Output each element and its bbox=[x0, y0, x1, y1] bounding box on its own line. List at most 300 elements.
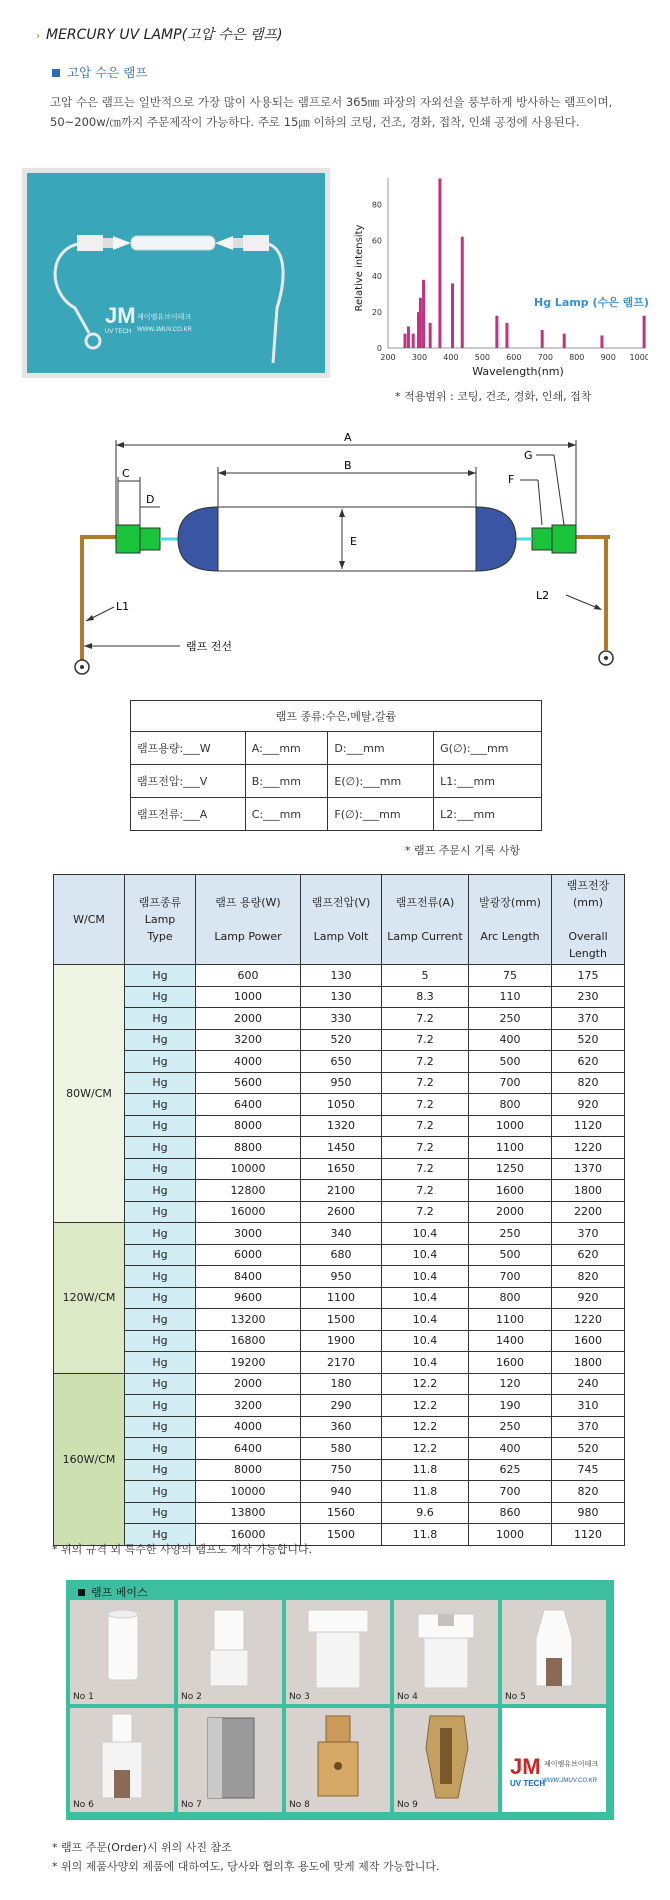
header-current-en: Lamp Current bbox=[387, 930, 463, 943]
table-cell: Hg bbox=[125, 1137, 196, 1159]
spectrum-bar bbox=[419, 298, 422, 348]
dim-label-g: G bbox=[524, 449, 533, 462]
order-cell: D:___mm bbox=[328, 732, 434, 765]
table-cell: 9.6 bbox=[382, 1502, 469, 1524]
photo-logo-big: JM bbox=[105, 303, 136, 328]
table-cell: 2200 bbox=[552, 1201, 625, 1223]
table-cell: Hg bbox=[125, 1502, 196, 1524]
spectrum-xtick: 600 bbox=[506, 353, 522, 362]
table-cell: Hg bbox=[125, 1008, 196, 1030]
table-cell: 920 bbox=[552, 1287, 625, 1309]
spectrum-ytick: 60 bbox=[371, 236, 382, 246]
table-cell: 7.2 bbox=[382, 1008, 469, 1030]
table-cell: 700 bbox=[469, 1266, 552, 1288]
table-cell: 340 bbox=[301, 1223, 382, 1245]
order-cell: 램프전류:___A bbox=[131, 798, 246, 831]
spectrum-ytick: 40 bbox=[371, 272, 382, 282]
table-cell: 370 bbox=[552, 1416, 625, 1438]
order-table-caption: 램프 종류:수은,메탈,갈륨 bbox=[131, 701, 542, 732]
table-cell: 13800 bbox=[196, 1502, 301, 1524]
order-cell: L1:___mm bbox=[434, 765, 542, 798]
table-cell: 11.8 bbox=[382, 1524, 469, 1546]
table-row bbox=[54, 1438, 625, 1460]
order-cell: C:___mm bbox=[245, 798, 328, 831]
table-cell: 620 bbox=[552, 1051, 625, 1073]
base-logo-big: JM bbox=[510, 1754, 541, 1779]
table-cell: 130 bbox=[301, 986, 382, 1008]
table-cell: 8400 bbox=[196, 1266, 301, 1288]
wcm-group-cell: 160W/CM bbox=[54, 1373, 125, 1545]
table-row bbox=[54, 1309, 625, 1331]
header-volt-kr: 램프전압(V) bbox=[311, 896, 371, 909]
spectrum-ylabel: Relative intensity bbox=[354, 224, 365, 312]
lamp-illustration bbox=[27, 173, 325, 373]
title-arrow-icon: › bbox=[36, 31, 40, 42]
spectrum-bar bbox=[438, 178, 441, 348]
spectrum-bar bbox=[643, 316, 646, 348]
table-cell: 6400 bbox=[196, 1438, 301, 1460]
base-photo-6 bbox=[70, 1708, 174, 1812]
table-cell: 5 bbox=[382, 965, 469, 987]
base-label: No 7 bbox=[181, 1800, 202, 1810]
footer-notes bbox=[52, 1838, 440, 1876]
table-row bbox=[54, 1094, 625, 1116]
table-cell: 190 bbox=[469, 1395, 552, 1417]
dim-label-f: F bbox=[508, 473, 515, 486]
table-cell: 12.2 bbox=[382, 1438, 469, 1460]
table-cell: 1900 bbox=[301, 1330, 382, 1352]
table-cell: 1600 bbox=[469, 1180, 552, 1202]
intro-paragraph: 고압 수은 램프는 일반적으로 가장 많이 사용되는 램프로서 365㎚ 파장의 자외선을 풍부하게 방사하는 램프이며, 50~200w/㎝까지 주문제작이 가능하다. 주로 15㎛ 이하의 코팅, 건조, 경화, 접착, 인쇄 공정에 사용된다. bbox=[50, 95, 613, 129]
table-cell: 500 bbox=[469, 1051, 552, 1073]
spectrum-svg bbox=[348, 168, 648, 378]
table-cell: 625 bbox=[469, 1459, 552, 1481]
spectrum-note: * 적용범위 : 코팅, 건조, 경화, 인쇄, 접착 bbox=[395, 390, 592, 403]
header-overall bbox=[552, 875, 625, 965]
header-power bbox=[196, 875, 301, 965]
table-row bbox=[54, 1266, 625, 1288]
base-label: No 6 bbox=[73, 1800, 94, 1810]
table-row bbox=[54, 1115, 625, 1137]
header-type-kr: 램프종류 bbox=[138, 896, 182, 909]
dim-label-b: B bbox=[344, 459, 352, 472]
table-cell: Hg bbox=[125, 1524, 196, 1546]
table-row bbox=[54, 965, 625, 987]
table-cell: 10.4 bbox=[382, 1244, 469, 1266]
wcm-group-cell: 120W/CM bbox=[54, 1223, 125, 1374]
table-cell: 8.3 bbox=[382, 986, 469, 1008]
table-cell: 120 bbox=[469, 1373, 552, 1395]
base-label: No 9 bbox=[397, 1800, 418, 1810]
table-cell: 12800 bbox=[196, 1180, 301, 1202]
table-cell: 500 bbox=[469, 1244, 552, 1266]
base-photo-1 bbox=[70, 1600, 174, 1704]
table-row bbox=[54, 1158, 625, 1180]
table-cell: 520 bbox=[552, 1438, 625, 1460]
base-photo-4 bbox=[394, 1600, 498, 1704]
table-cell: 250 bbox=[469, 1223, 552, 1245]
table-cell: 75 bbox=[469, 965, 552, 987]
table-cell: 10.4 bbox=[382, 1330, 469, 1352]
spectrum-bar bbox=[407, 326, 410, 348]
table-cell: 1800 bbox=[552, 1352, 625, 1374]
table-cell: 250 bbox=[469, 1416, 552, 1438]
table-row bbox=[54, 1051, 625, 1073]
photo-logo-kr: 제이엠유브이테크 bbox=[137, 313, 192, 321]
table-cell: 820 bbox=[552, 1481, 625, 1503]
table-cell: 620 bbox=[552, 1244, 625, 1266]
order-cell: B:___mm bbox=[245, 765, 328, 798]
table-cell: Hg bbox=[125, 1266, 196, 1288]
table-cell: 2170 bbox=[301, 1352, 382, 1374]
order-cell: E(∅):___mm bbox=[328, 765, 434, 798]
spectrum-xtick: 200 bbox=[380, 353, 396, 362]
base-label: No 5 bbox=[505, 1692, 526, 1702]
table-cell: 330 bbox=[301, 1008, 382, 1030]
lamp-photo bbox=[22, 168, 330, 378]
page-title bbox=[36, 24, 283, 44]
spectrum-ytick: 20 bbox=[371, 308, 382, 318]
base-logo-card bbox=[502, 1708, 606, 1812]
table-cell: 10.4 bbox=[382, 1223, 469, 1245]
table-cell: Hg bbox=[125, 1115, 196, 1137]
header-current-kr: 램프전류(A) bbox=[395, 896, 455, 909]
table-row bbox=[54, 1223, 625, 1245]
spectrum-xtick: 500 bbox=[474, 353, 491, 362]
order-row bbox=[131, 732, 542, 765]
table-cell: 600 bbox=[196, 965, 301, 987]
table-cell: 10.4 bbox=[382, 1309, 469, 1331]
order-row bbox=[131, 765, 542, 798]
table-cell: 1050 bbox=[301, 1094, 382, 1116]
photo-logo-url: WWW.JMUV.CO.KR bbox=[137, 327, 192, 333]
square-bullet-icon bbox=[78, 1589, 85, 1596]
lamp-base-title-text: 램프 베이스 bbox=[91, 1586, 148, 1599]
table-row bbox=[54, 1201, 625, 1223]
spectrum-bar bbox=[451, 283, 454, 348]
table-cell: 800 bbox=[469, 1094, 552, 1116]
table-row bbox=[54, 1481, 625, 1503]
table-cell: 2000 bbox=[469, 1201, 552, 1223]
table-cell: Hg bbox=[125, 1029, 196, 1051]
table-cell: 7.2 bbox=[382, 1115, 469, 1137]
wcm-group-cell: 80W/CM bbox=[54, 965, 125, 1223]
table-row bbox=[54, 1416, 625, 1438]
table-cell: 520 bbox=[301, 1029, 382, 1051]
table-row bbox=[54, 1180, 625, 1202]
order-table-note: * 램프 주문시 기록 사항 bbox=[405, 844, 521, 857]
table-cell: 650 bbox=[301, 1051, 382, 1073]
table-cell: 110 bbox=[469, 986, 552, 1008]
order-cell: 램프용량:___W bbox=[131, 732, 246, 765]
spectrum-ytick: 0 bbox=[376, 344, 382, 353]
table-cell: 4000 bbox=[196, 1051, 301, 1073]
spectrum-bar bbox=[403, 334, 406, 348]
base-photo-9 bbox=[394, 1708, 498, 1812]
table-cell: 1000 bbox=[469, 1524, 552, 1546]
table-cell: 7.2 bbox=[382, 1137, 469, 1159]
table-cell: 7.2 bbox=[382, 1180, 469, 1202]
table-cell: 250 bbox=[469, 1008, 552, 1030]
spectrum-ytick: 80 bbox=[371, 200, 382, 210]
table-cell: 11.8 bbox=[382, 1481, 469, 1503]
table-cell: 12.2 bbox=[382, 1416, 469, 1438]
wire-label: 램프 전선 bbox=[186, 640, 233, 653]
spectrum-xtick: 1000 bbox=[629, 353, 648, 362]
table-cell: 6400 bbox=[196, 1094, 301, 1116]
table-cell: 290 bbox=[301, 1395, 382, 1417]
base-photo-3 bbox=[286, 1600, 390, 1704]
order-row bbox=[131, 798, 542, 831]
table-cell: 8000 bbox=[196, 1115, 301, 1137]
order-cell: G(∅):___mm bbox=[434, 732, 542, 765]
table-cell: 3000 bbox=[196, 1223, 301, 1245]
order-cell: A:___mm bbox=[245, 732, 328, 765]
table-cell: 400 bbox=[469, 1438, 552, 1460]
table-cell: 360 bbox=[301, 1416, 382, 1438]
table-cell: Hg bbox=[125, 1287, 196, 1309]
spectrum-xtick: 300 bbox=[411, 353, 428, 362]
table-row bbox=[54, 1137, 625, 1159]
table-cell: 3200 bbox=[196, 1029, 301, 1051]
table-cell: 820 bbox=[552, 1266, 625, 1288]
lamp-base-title bbox=[78, 1584, 148, 1600]
header-type bbox=[125, 875, 196, 965]
header-power-kr: 램프 용량(W) bbox=[215, 896, 281, 909]
table-cell: 16800 bbox=[196, 1330, 301, 1352]
dimension-svg bbox=[70, 425, 620, 685]
table-cell: 10000 bbox=[196, 1158, 301, 1180]
table-cell: 13200 bbox=[196, 1309, 301, 1331]
table-cell: 980 bbox=[552, 1502, 625, 1524]
table-row bbox=[54, 1072, 625, 1094]
table-cell: 800 bbox=[469, 1287, 552, 1309]
table-cell: 7.2 bbox=[382, 1029, 469, 1051]
table-cell: 12.2 bbox=[382, 1373, 469, 1395]
table-row bbox=[54, 1395, 625, 1417]
table-cell: 700 bbox=[469, 1481, 552, 1503]
table-cell: 5600 bbox=[196, 1072, 301, 1094]
spec-table-footnote: * 위의 규격 외 특수한 사양의 램프도 제작 가능합니다. bbox=[52, 1543, 313, 1556]
base-label: No 8 bbox=[289, 1800, 310, 1810]
order-cell: F(∅):___mm bbox=[328, 798, 434, 831]
table-cell: Hg bbox=[125, 1459, 196, 1481]
dim-label-l2: L2 bbox=[536, 589, 550, 602]
table-cell: 580 bbox=[301, 1438, 382, 1460]
section-subtitle-text: 고압 수은 램프 bbox=[67, 65, 148, 80]
base-logo-url: WWW.JMUV.CO.KR bbox=[542, 1778, 597, 1784]
table-cell: 10.4 bbox=[382, 1287, 469, 1309]
table-cell: 8000 bbox=[196, 1459, 301, 1481]
table-cell: 1320 bbox=[301, 1115, 382, 1137]
dim-label-d: D bbox=[146, 493, 155, 506]
table-cell: 7.2 bbox=[382, 1051, 469, 1073]
table-cell: Hg bbox=[125, 1094, 196, 1116]
table-cell: 310 bbox=[552, 1395, 625, 1417]
table-cell: 520 bbox=[552, 1029, 625, 1051]
table-cell: 2100 bbox=[301, 1180, 382, 1202]
table-cell: 1100 bbox=[469, 1309, 552, 1331]
table-cell: 1450 bbox=[301, 1137, 382, 1159]
table-cell: Hg bbox=[125, 965, 196, 987]
table-cell: 1650 bbox=[301, 1158, 382, 1180]
dim-label-a: A bbox=[344, 431, 352, 444]
table-cell: 230 bbox=[552, 986, 625, 1008]
base-photo-5 bbox=[502, 1600, 606, 1704]
table-cell: 1000 bbox=[469, 1115, 552, 1137]
table-cell: 6000 bbox=[196, 1244, 301, 1266]
spectrum-bar bbox=[505, 323, 508, 348]
order-cell: 램프전압:___V bbox=[131, 765, 246, 798]
table-cell: 7.2 bbox=[382, 1072, 469, 1094]
table-cell: 1800 bbox=[552, 1180, 625, 1202]
table-cell: 12.2 bbox=[382, 1395, 469, 1417]
base-label: No 1 bbox=[73, 1692, 94, 1702]
table-cell: Hg bbox=[125, 1373, 196, 1395]
table-cell: 175 bbox=[552, 965, 625, 987]
table-cell: 10000 bbox=[196, 1481, 301, 1503]
table-cell: 1560 bbox=[301, 1502, 382, 1524]
spectrum-bar bbox=[495, 316, 498, 348]
lamp-photo-background bbox=[27, 173, 325, 373]
spectrum-xtick: 900 bbox=[600, 353, 616, 362]
header-overall-kr: 램프전장(mm) bbox=[566, 879, 610, 909]
table-cell: 4000 bbox=[196, 1416, 301, 1438]
table-cell: Hg bbox=[125, 1158, 196, 1180]
dim-label-e: E bbox=[350, 535, 357, 548]
table-cell: 400 bbox=[469, 1029, 552, 1051]
base-label: No 3 bbox=[289, 1692, 310, 1702]
spectrum-chart bbox=[348, 168, 648, 378]
table-cell: 3200 bbox=[196, 1395, 301, 1417]
table-cell: 1600 bbox=[469, 1352, 552, 1374]
table-cell: 16000 bbox=[196, 1201, 301, 1223]
table-cell: 180 bbox=[301, 1373, 382, 1395]
footer-note-1: * 램프 주문(Order)시 위의 사진 참조 bbox=[52, 1841, 232, 1854]
table-cell: 1100 bbox=[469, 1137, 552, 1159]
table-cell: 1500 bbox=[301, 1309, 382, 1331]
table-cell: 750 bbox=[301, 1459, 382, 1481]
table-cell: 7.2 bbox=[382, 1201, 469, 1223]
square-bullet-icon bbox=[52, 69, 60, 77]
table-cell: Hg bbox=[125, 986, 196, 1008]
base-logo-kr: 제이엠유브이테크 bbox=[544, 1760, 599, 1768]
header-arc-kr: 발광장(mm) bbox=[479, 896, 541, 909]
base-photo-2 bbox=[178, 1600, 282, 1704]
header-arc-en: Arc Length bbox=[480, 930, 540, 943]
table-cell: Hg bbox=[125, 1481, 196, 1503]
base-photo-8 bbox=[286, 1708, 390, 1812]
table-cell: Hg bbox=[125, 1309, 196, 1331]
table-cell: 2000 bbox=[196, 1373, 301, 1395]
table-cell: Hg bbox=[125, 1330, 196, 1352]
table-cell: 370 bbox=[552, 1008, 625, 1030]
table-cell: 920 bbox=[552, 1094, 625, 1116]
table-row bbox=[54, 1008, 625, 1030]
footer-note-2: * 위의 제품사양외 제품에 대하여도, 당사와 협의후 용도에 맞게 제작 가능합니다. bbox=[52, 1860, 440, 1873]
section-subtitle bbox=[52, 63, 147, 81]
table-cell: 1500 bbox=[301, 1524, 382, 1546]
table-cell: 1120 bbox=[552, 1524, 625, 1546]
table-header-row bbox=[54, 875, 625, 965]
base-photo-7 bbox=[178, 1708, 282, 1812]
table-cell: 1250 bbox=[469, 1158, 552, 1180]
header-overall-en: Overall Length bbox=[568, 930, 608, 960]
header-arc bbox=[469, 875, 552, 965]
table-cell: 10.4 bbox=[382, 1352, 469, 1374]
header-volt bbox=[301, 875, 382, 965]
table-cell: Hg bbox=[125, 1244, 196, 1266]
table-cell: 2000 bbox=[196, 1008, 301, 1030]
spectrum-xtick: 800 bbox=[569, 353, 585, 362]
header-volt-en: Lamp Volt bbox=[313, 930, 369, 943]
spectrum-xtick: 400 bbox=[443, 353, 459, 362]
lamp-spec-table bbox=[53, 874, 625, 1546]
table-cell: 1000 bbox=[196, 986, 301, 1008]
table-cell: 1600 bbox=[552, 1330, 625, 1352]
header-type-en2: Type bbox=[147, 930, 173, 943]
header-type-en1: Lamp bbox=[144, 913, 176, 926]
table-cell: 950 bbox=[301, 1266, 382, 1288]
order-cell: L2:___mm bbox=[434, 798, 542, 831]
table-cell: 370 bbox=[552, 1223, 625, 1245]
header-wcm: W/CM bbox=[54, 875, 125, 965]
table-cell: 11.8 bbox=[382, 1459, 469, 1481]
table-cell: 1220 bbox=[552, 1309, 625, 1331]
spectrum-bar bbox=[541, 330, 544, 348]
table-row bbox=[54, 1352, 625, 1374]
spectrum-bar bbox=[461, 237, 464, 348]
dim-label-c: C bbox=[122, 467, 130, 480]
table-row bbox=[54, 1287, 625, 1309]
table-cell: 16000 bbox=[196, 1524, 301, 1546]
table-cell: 1100 bbox=[301, 1287, 382, 1309]
table-row bbox=[54, 1330, 625, 1352]
table-row bbox=[54, 1373, 625, 1395]
spectrum-xlabel: Wavelength(nm) bbox=[472, 365, 564, 378]
dim-label-l1: L1 bbox=[116, 600, 130, 613]
table-cell: 19200 bbox=[196, 1352, 301, 1374]
table-cell: 680 bbox=[301, 1244, 382, 1266]
table-cell: Hg bbox=[125, 1223, 196, 1245]
table-cell: 1370 bbox=[552, 1158, 625, 1180]
table-cell: 240 bbox=[552, 1373, 625, 1395]
table-cell: Hg bbox=[125, 1051, 196, 1073]
table-cell: 10.4 bbox=[382, 1266, 469, 1288]
table-cell: 940 bbox=[301, 1481, 382, 1503]
spectrum-bar bbox=[429, 323, 432, 348]
table-cell: Hg bbox=[125, 1072, 196, 1094]
table-cell: 950 bbox=[301, 1072, 382, 1094]
table-cell: 2600 bbox=[301, 1201, 382, 1223]
spectrum-bar bbox=[412, 334, 415, 348]
page-title-text: MERCURY UV LAMP(고압 수은 램프) bbox=[46, 27, 283, 43]
table-cell: Hg bbox=[125, 1352, 196, 1374]
table-cell: 860 bbox=[469, 1502, 552, 1524]
table-cell: 1120 bbox=[552, 1115, 625, 1137]
table-cell: 1220 bbox=[552, 1137, 625, 1159]
lamp-base-gallery bbox=[66, 1580, 614, 1820]
table-row bbox=[54, 1459, 625, 1481]
table-cell: Hg bbox=[125, 1201, 196, 1223]
spectrum-bar bbox=[422, 280, 425, 348]
table-cell: 1400 bbox=[469, 1330, 552, 1352]
spectrum-bar bbox=[563, 334, 566, 348]
table-cell: Hg bbox=[125, 1438, 196, 1460]
spectrum-bar bbox=[600, 335, 603, 348]
spectrum-legend: Hg Lamp (수은 램프) bbox=[534, 296, 648, 309]
table-cell: 7.2 bbox=[382, 1094, 469, 1116]
